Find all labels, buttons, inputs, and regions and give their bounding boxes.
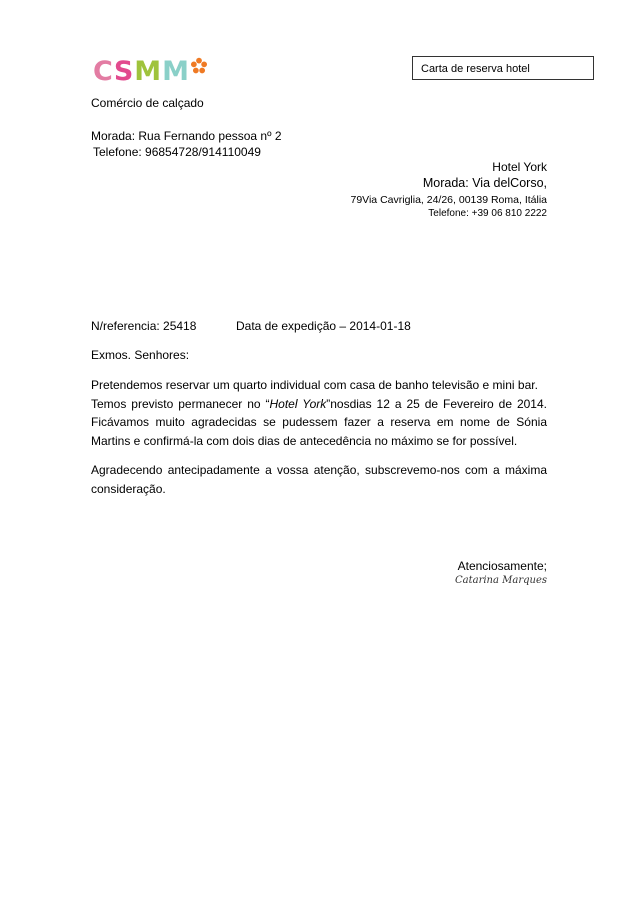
recipient-address-2: 79Via Cavriglia, 24/26, 00139 Roma, Itália (350, 194, 547, 206)
document-type-box: Carta de reserva hotel (412, 56, 594, 80)
sender-company: Comércio de calçado (91, 96, 204, 110)
logo-letter: C (93, 56, 114, 87)
sender-address: Morada: Rua Fernando pessoa nº 2 (91, 129, 282, 143)
logo-letter: M (162, 56, 191, 87)
hotel-name-italic: Hotel York (269, 396, 327, 411)
flower-icon (190, 57, 208, 75)
company-logo (93, 57, 190, 87)
body-paragraph-1-rest (91, 395, 547, 451)
logo-letter: S (113, 56, 135, 87)
body-line-1: Pretendemos reservar um quarto individual com casa de banho televisão e mini bar. (91, 378, 538, 392)
sender-phone: Telefone: 96854728/914110049 (93, 145, 261, 159)
logo-letter: M (134, 56, 163, 87)
body-paragraph-1 (91, 376, 547, 450)
recipient-address-1: Morada: Via delCorso, (422, 176, 547, 190)
body-paragraph-2: Agradecendo antecipadamente a vossa atenção, subscrevemo-nos com a máxima consideração. (91, 463, 547, 496)
body-text-suffix: ”nosdias 12 a 25 de Fevereiro de 2014. Ficávamos muito agradecidas se pudessem fazer a reserva em nome de Sónia Martins e confirmá-la com dois dias de antecedência no máximo se for possível. (91, 396, 547, 448)
signature: Catarina Marques (454, 575, 547, 586)
recipient-phone: Telefone: +39 06 810 2222 (428, 208, 547, 219)
dispatch-date: Data de expedição – 2014-01-18 (236, 319, 411, 333)
closing: Atenciosamente; (457, 559, 547, 573)
recipient-name: Hotel York (492, 160, 547, 174)
reference-number: N/referencia: 25418 (91, 319, 197, 333)
body-text-prefix: Temos previsto permanecer no “ (91, 396, 270, 411)
salutation: Exmos. Senhores: (91, 348, 190, 362)
